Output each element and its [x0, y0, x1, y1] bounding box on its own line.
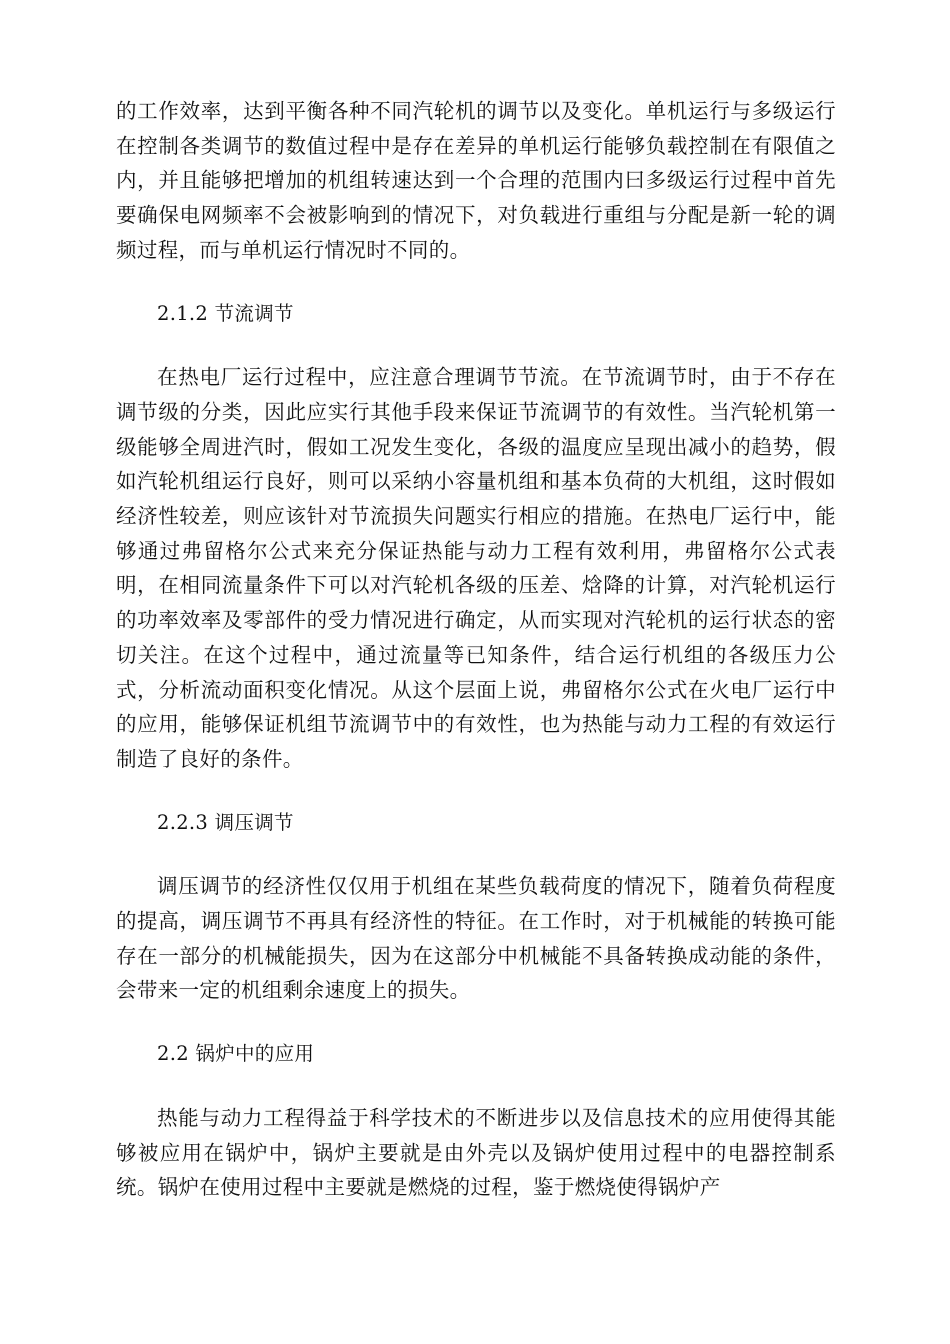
paragraph-spacing	[116, 777, 836, 806]
section-heading-throttle-regulation: 2.1.2 节流调节	[157, 301, 294, 325]
paragraph-pressure-regulation: 调压调节的经济性仅仅用于机组在某些负载荷度的情况下，随着负荷程度的提高，调压调节不再具有经济性的特征。在工作时，对于机械能的转换可能存在一部分的机械能损失，因为在这部分中机械能不具备转换成动能的条件，会带来一定的机组剩余速度上的损失。	[116, 874, 836, 1003]
paragraph-boiler-application: 热能与动力工程得益于科学技术的不断进步以及信息技术的应用使得其能够被应用在锅炉中，锅炉主要就是由外壳以及锅炉使用过程中的电器控制系统。锅炉在使用过程中主要就是燃烧的过程，鉴于燃烧使得锅炉产	[116, 1105, 836, 1200]
section-heading-pressure-regulation: 2.2.3 调压调节	[157, 810, 294, 834]
paragraph-spacing	[116, 840, 836, 869]
paragraph-spacing	[116, 268, 836, 297]
paragraph-spacing	[116, 1008, 836, 1037]
paragraph-throttle-regulation: 在热电厂运行过程中，应注意合理调节节流。在节流调节时，由于不存在调节级的分类，因此应实行其他手段来保证节流调节的有效性。当汽轮机第一级能够全周进汽时，假如工况发生变化，各级的温度应呈现出减小的趋势，假如汽轮机组运行良好，则可以采纳小容量机组和基本负荷的大机组，这时假如经济性较差，则应该针对节流损失问题实行相应的措施。在热电厂运行中，能够通过弗留格尔公式来充分保证热能与动力工程有效利用，弗留格尔公式表明，在相同流量条件下可以对汽轮机各级的压差、焓降的计算，对汽轮机运行的功率效率及零部件的受力情况进行确定，从而实现对汽轮机的运行状态的密切关注。在这个过程中，通过流量等已知条件，结合运行机组的各级压力公式，分析流动面积变化情况。从这个层面上说，弗留格尔公式在火电厂运行中的应用，能够保证机组节流调节中的有效性，也为热能与动力工程的有效运行制造了良好的条件。	[116, 365, 836, 771]
section-heading-boiler-application: 2.2 锅炉中的应用	[157, 1042, 315, 1066]
paragraph-spacing	[116, 1072, 836, 1101]
document-body	[116, 94, 836, 1205]
paragraph-spacing	[116, 331, 836, 360]
paragraph-continuation: 的工作效率，达到平衡各种不同汽轮机的调节以及变化。单机运行与多级运行在控制各类调节的数值过程中是存在差异的单机运行能够负载控制在有限值之内，并且能够把增加的机组转速达到一个合理的范围内曰多级运行过程中首先要确保电网频率不会被影响到的情况下，对负载进行重组与分配是新一轮的调频过程，而与单机运行情况时不同的。	[116, 99, 836, 262]
